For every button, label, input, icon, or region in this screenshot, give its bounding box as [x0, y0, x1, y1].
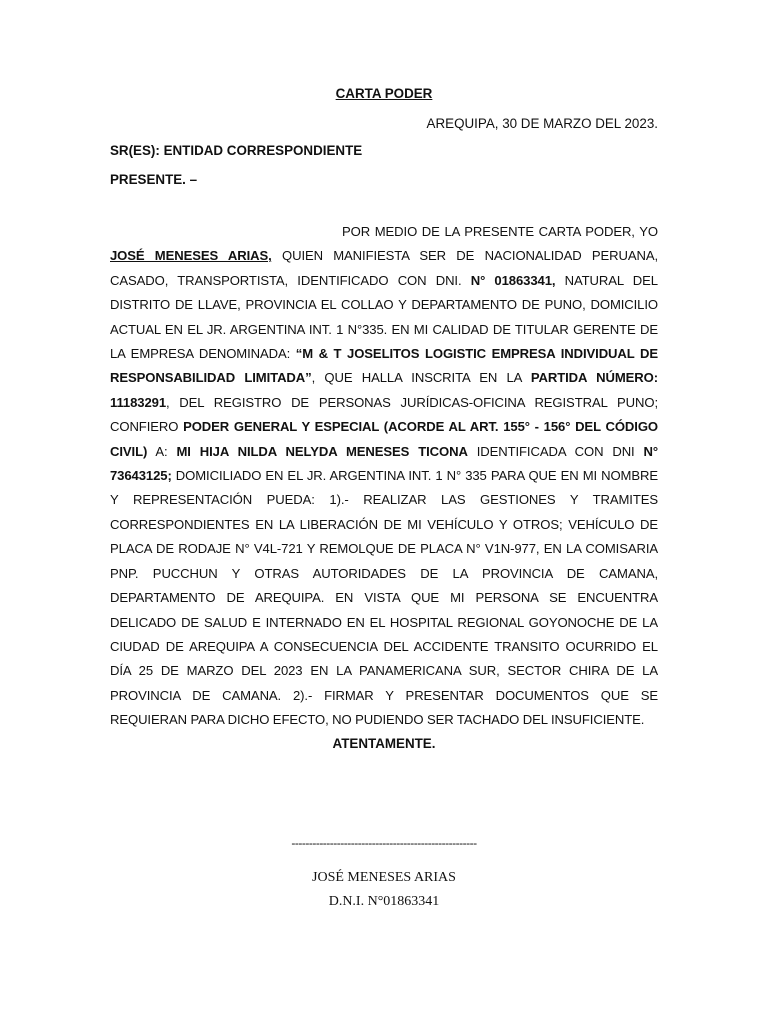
document-title: CARTA PODER [335, 86, 433, 101]
signature-line: ----------------------------------------------------- [291, 836, 477, 850]
body-segment: NATURAL DEL DISTRITO DE LLAVE, PROVINCIA EL COLLAO Y DEPARTAMENTO DE PUNO, DOMICILIO ACTUAL EN EL JR. ARGENTINA INT. 1 N°335. EN MI CALIDAD DE TITULAR GERENTE DE LA EMPRESA DENOMINADA: [110, 272, 658, 362]
grantor-dni: N° 01863341, [470, 272, 556, 288]
grantor-name: JOSÉ MENESES ARIAS, [110, 248, 272, 264]
signatory-name: JOSÉ MENESES ARIAS [312, 870, 456, 885]
signatory-dni: D.N.I. N°01863341 [328, 894, 440, 909]
body-segment: , DEL REGISTRO DE PERSONAS JURÍDICAS-OFICINA REGISTRAL PUNO; CONFIERO [110, 394, 658, 435]
body-segment: IDENTIFICADA CON DNI [467, 443, 644, 459]
body-segment: DOMICILIADO EN EL JR. ARGENTINA INT. 1 N° 335 PARA QUE EN MI NOMBRE Y REPRESENTACIÓN PUEDA: 1).- REALIZAR LAS GESTIONES Y TRAMITES CORRESPONDIENTES EN LA LIBERACIÓN DE MI VEHÍCULO Y OTROS; VEHÍCULO DE PLACA DE RODAJE N° V4L-721 Y REMOLQUE DE PLACA N° V1N-977, EN LA COMISARIA PNP. PUCCHUN Y OTRAS AUTORIDADES DE LA PROVINCIA DE CAMANA, DEPARTAMENTO DE AREQUIPA. EN VISTA QUE MI PERSONA SE ENCUENTRA DELICADO DE SALUD E INTERNADO EN EL HOSPITAL REGIONAL GOYONOCHE DE LA CIUDAD DE AREQUIPA A CONSECUENCIA DEL ACCIDENTE TRANSITO OCURRIDO EL DÍA 25 DE MARZO DEL 2023 EN LA PANAMERICANA SUR, SECTOR CHIRA DE LA PROVINCIA DE CAMANA. 2).- FIRMAR Y PRESENTAR DOCUMENTOS QUE SE REQUIERAN PARA DICHO EFECTO, NO PUDIENDO SER TACHADO DEL INSUFICIENTE. [110, 468, 658, 728]
body-paragraph [110, 220, 658, 733]
power-type: PODER GENERAL Y ESPECIAL (ACORDE AL ART. 155° - 156° DEL CÓDIGO CIVIL) [110, 419, 658, 459]
company-name: “M & T JOSELITOS LOGISTIC EMPRESA INDIVIDUAL DE RESPONSABILIDAD LIMITADA” [110, 346, 659, 386]
document-date: AREQUIPA, 30 DE MARZO DEL 2023. [426, 116, 658, 131]
body-segment: A: [147, 443, 177, 459]
attorney-name: MI HIJA NILDA NELYDA MENESES TICONA [176, 443, 468, 459]
registry-number: PARTIDA NÚMERO: 11183291 [110, 370, 658, 410]
closing: ATENTAMENTE. [332, 736, 436, 751]
body-segment: QUIEN MANIFIESTA SER DE NACIONALIDAD PERUANA, CASADO, TRANSPORTISTA, IDENTIFICADO CON DNI. [110, 248, 659, 288]
attorney-dni: N° 73643125; [110, 443, 658, 484]
addressee: SR(ES): ENTIDAD CORRESPONDIENTE [110, 143, 363, 158]
body-segment: POR MEDIO DE LA PRESENTE CARTA PODER, YO [342, 224, 658, 239]
body-segment: , QUE HALLA INSCRITA EN LA [311, 370, 531, 386]
greeting: PRESENTE. – [110, 172, 198, 187]
